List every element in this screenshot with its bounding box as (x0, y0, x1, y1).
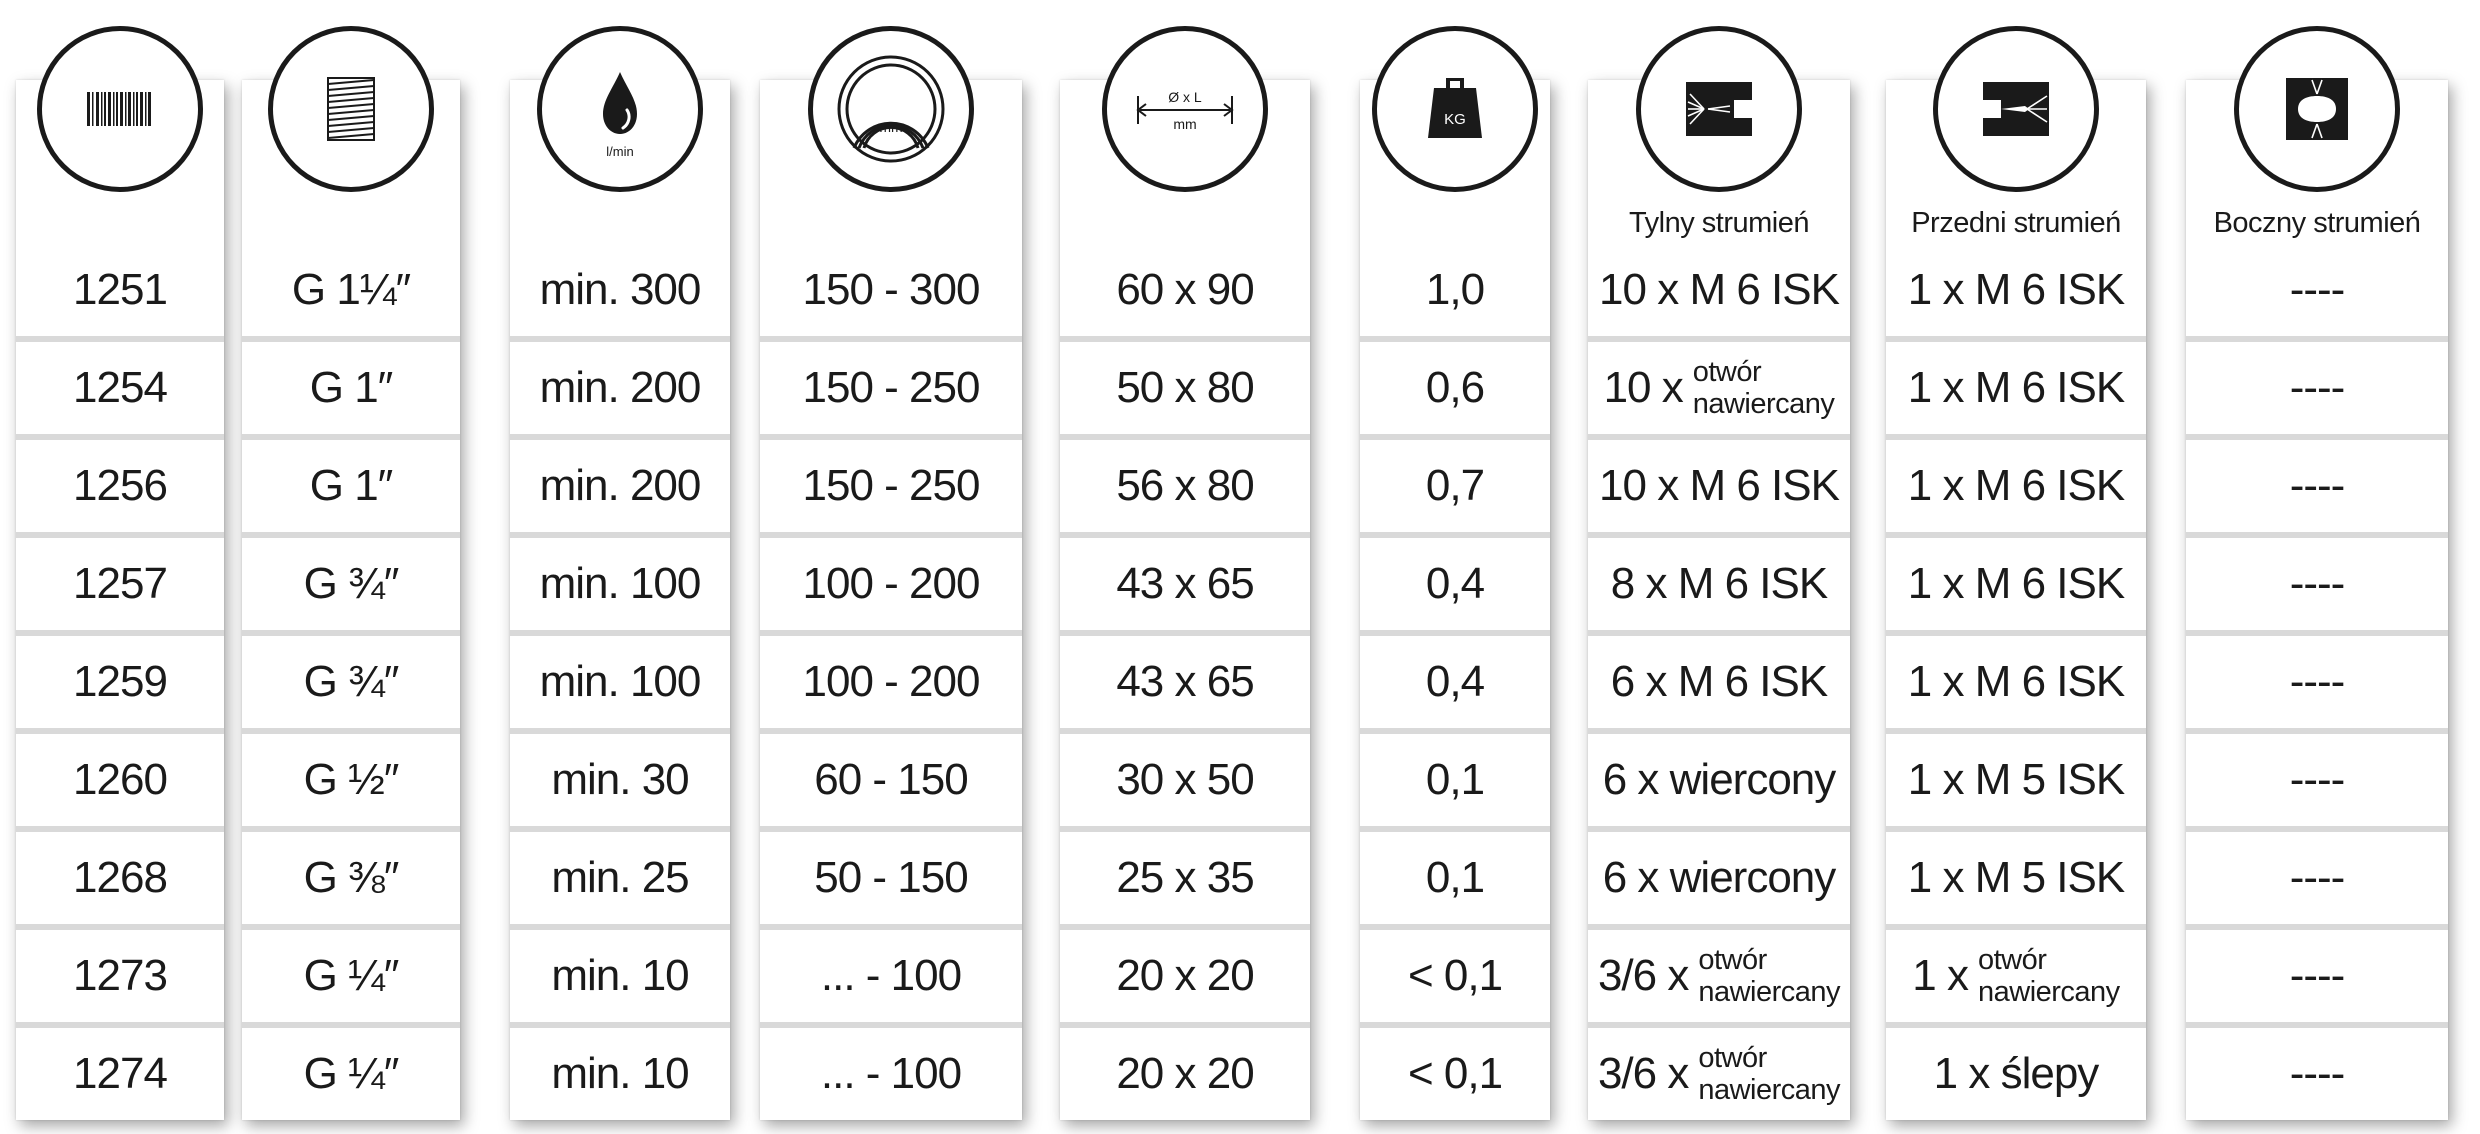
table-cell-size: 30 x 50 (1060, 728, 1310, 826)
table-cell-front: 1 x M 6 ISK (1907, 265, 2125, 314)
table-cell-rear: 6 x wiercony (1588, 728, 1850, 826)
note-text (1978, 944, 2120, 1008)
table-cell-side: ---- (2186, 728, 2448, 826)
table-cell-rear (1588, 336, 1850, 434)
column-side-jet (2186, 80, 2448, 1120)
table-cell-article: 1273 (16, 924, 224, 1022)
table-cell-thread: G ¼″ (242, 1022, 460, 1120)
column-header (2186, 80, 2448, 244)
table-cell-thread: G ¾″ (242, 630, 460, 728)
count-text: 10 x (1603, 363, 1683, 412)
split-value (1604, 356, 1835, 420)
dimension-icon (1102, 26, 1268, 192)
table-cell-thread: G 1″ (242, 434, 460, 532)
table-cell-flow: min. 100 (510, 532, 730, 630)
column-size (1060, 80, 1310, 1120)
table-cell-size: 20 x 20 (1060, 1022, 1310, 1120)
table-cell-front: 1 x M 5 ISK (1886, 728, 2146, 826)
table-cell-front: 1 x M 6 ISK (1886, 336, 2146, 434)
table-cell-front: 1 x M 6 ISK (1886, 630, 2146, 728)
table-cell-weight: 0,6 (1360, 336, 1550, 434)
table-cell-side: ---- (2186, 826, 2448, 924)
table-cell-diameter: 150 - 300 (802, 265, 980, 314)
table-cell-thread: G 1″ (242, 336, 460, 434)
column-front-jet (1886, 80, 2146, 1120)
column-label: Tylny strumień (1629, 207, 1809, 239)
table-cell-front: 1 x M 6 ISK (1886, 434, 2146, 532)
table-cell-weight: 0,4 (1360, 532, 1550, 630)
table-cell-article: 1259 (16, 630, 224, 728)
table-cell-flow: min. 300 (539, 265, 701, 314)
side-jet-icon (2234, 26, 2400, 192)
table-cell-flow: min. 100 (510, 630, 730, 728)
table-cell-article: 1251 (73, 265, 167, 314)
table-cell-size: 25 x 35 (1060, 826, 1310, 924)
table-cell-diameter: 100 - 200 (760, 532, 1022, 630)
note-text (1693, 356, 1835, 420)
pipe-diameter-icon (808, 26, 974, 192)
table-cell-article: 1260 (16, 728, 224, 826)
table-cell-size: 20 x 20 (1060, 924, 1310, 1022)
table-cell-flow: min. 25 (510, 826, 730, 924)
table-cell-article: 1256 (16, 434, 224, 532)
table-cell-article: 1257 (16, 532, 224, 630)
table-cell-rear: 8 x M 6 ISK (1588, 532, 1850, 630)
table-cell-side: ---- (2186, 1022, 2448, 1120)
table-cell-weight: < 0,1 (1360, 924, 1550, 1022)
table-cell-diameter: 150 - 250 (760, 434, 1022, 532)
note-text (1698, 1042, 1840, 1106)
table-cell-side: ---- (2186, 336, 2448, 434)
column-label: Przedni strumień (1911, 207, 2121, 239)
rear-jet-icon (1636, 26, 1802, 192)
table-cell-diameter: ... - 100 (760, 1022, 1022, 1120)
column-header (16, 80, 224, 244)
column-diameter (760, 80, 1022, 1120)
count-text: 3/6 x (1597, 1049, 1689, 1098)
split-value (1598, 1042, 1840, 1106)
table-cell-weight: 1,0 (1425, 265, 1485, 314)
table-cell-side: ---- (2186, 924, 2448, 1022)
table-cell-diameter: 100 - 200 (760, 630, 1022, 728)
icon-text: KG (1444, 111, 1466, 128)
table-cell-diameter: ... - 100 (760, 924, 1022, 1022)
column-header (1886, 80, 2146, 244)
table-cell-rear: 6 x wiercony (1588, 826, 1850, 924)
column-header (1588, 80, 1850, 244)
note-line-top: otwór (1698, 944, 1767, 976)
table-cell-front: 1 x ślepy (1886, 1022, 2146, 1120)
table-cell-rear (1588, 924, 1850, 1022)
table-cell-size: 60 x 90 (1116, 265, 1254, 314)
table-cell-thread: G ⅜″ (242, 826, 460, 924)
icon-text-bottom: mm (1173, 116, 1197, 132)
split-value (1912, 944, 2119, 1008)
table-cell-diameter: 60 - 150 (760, 728, 1022, 826)
thread-icon (268, 26, 434, 192)
table-cell-flow: min. 200 (510, 336, 730, 434)
table-cell-side: ---- (2186, 434, 2448, 532)
column-header (760, 80, 1022, 244)
table-cell-size: 56 x 80 (1060, 434, 1310, 532)
table-cell-flow: min. 10 (510, 1022, 730, 1120)
column-label: Boczny strumień (2213, 207, 2421, 239)
weight-kg-icon (1372, 26, 1538, 192)
column-thread (242, 80, 460, 1120)
note-line-top: otwór (1978, 944, 2047, 976)
note-line-bottom: nawiercany (1698, 1074, 1841, 1106)
table-cell-side: ---- (2186, 630, 2448, 728)
icon-text: l/min (606, 144, 634, 159)
table-cell-rear (1588, 1022, 1850, 1120)
note-text (1698, 944, 1840, 1008)
table-cell-article: 1268 (16, 826, 224, 924)
table-cell-thread: G ¼″ (242, 924, 460, 1022)
table-cell-size: 50 x 80 (1060, 336, 1310, 434)
table-cell-diameter: 150 - 250 (760, 336, 1022, 434)
flow-drop-icon (537, 26, 703, 192)
table-cell-rear: 10 x M 6 ISK (1588, 434, 1850, 532)
column-header (242, 80, 460, 244)
table-cell-side: ---- (2186, 532, 2448, 630)
column-weight (1360, 80, 1550, 1120)
column-header (1060, 80, 1310, 244)
note-line-bottom: nawiercany (1978, 976, 2120, 1008)
count-text: 3/6 x (1597, 951, 1689, 1000)
note-line-top: otwór (1692, 356, 1762, 388)
table-cell-weight: 0,7 (1360, 434, 1550, 532)
table-cell-flow: min. 10 (510, 924, 730, 1022)
barcode-icon (37, 26, 203, 192)
table-cell-side: ---- (2289, 265, 2345, 314)
table-cell-front: 1 x M 6 ISK (1886, 532, 2146, 630)
column-header (1360, 80, 1550, 244)
table-cell-size: 43 x 65 (1060, 532, 1310, 630)
split-value (1598, 944, 1840, 1008)
column-flow (510, 80, 730, 1120)
table-cell-rear: 10 x M 6 ISK (1599, 265, 1839, 314)
table-cell-flow: min. 30 (510, 728, 730, 826)
column-header (510, 80, 730, 244)
table-cell-diameter: 50 - 150 (760, 826, 1022, 924)
table-cell-weight: 0,4 (1360, 630, 1550, 728)
icon-text: mm (879, 119, 903, 135)
table-cell-thread: G ½″ (242, 728, 460, 826)
table-cell-article: 1274 (16, 1022, 224, 1120)
table-cell-thread: G 1¼″ (291, 265, 411, 314)
table-cell-flow: min. 200 (510, 434, 730, 532)
table-cell-weight: 0,1 (1360, 728, 1550, 826)
table-cell-weight: < 0,1 (1360, 1022, 1550, 1120)
note-line-bottom: nawiercany (1698, 976, 1841, 1008)
table-cell-front: 1 x M 5 ISK (1886, 826, 2146, 924)
table-cell-weight: 0,1 (1360, 826, 1550, 924)
table-cell-size: 43 x 65 (1060, 630, 1310, 728)
column-article (16, 80, 224, 1120)
note-line-top: otwór (1698, 1042, 1767, 1074)
table-cell-thread: G ¾″ (242, 532, 460, 630)
count-text: 1 x (1912, 951, 1968, 1000)
note-line-bottom: nawiercany (1692, 388, 1835, 420)
column-rear-jet (1588, 80, 1850, 1120)
table-cell-article: 1254 (16, 336, 224, 434)
icon-text-top: Ø x L (1168, 89, 1202, 105)
front-jet-icon (1933, 26, 2099, 192)
table-cell-rear: 6 x M 6 ISK (1588, 630, 1850, 728)
table-cell-front (1886, 924, 2146, 1022)
